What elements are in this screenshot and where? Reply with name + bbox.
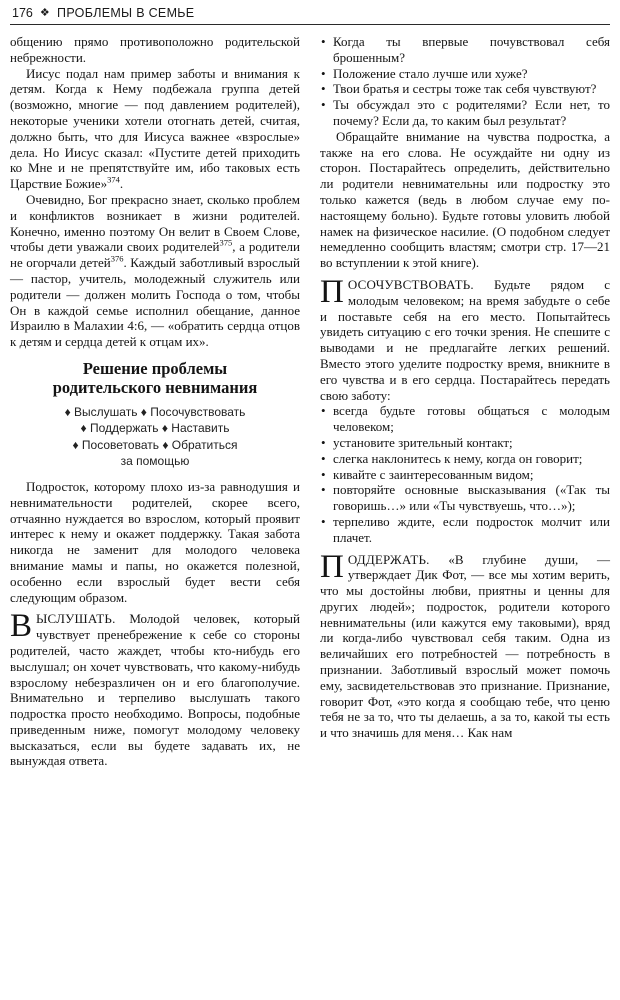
care-item: • кивайте с заинтересованным видом; bbox=[320, 467, 610, 483]
steps-summary-line: ♦ Поддержать ♦ Наставить bbox=[80, 421, 230, 436]
paragraph-text: Очевидно, Бог прекрасно знает, сколько проблем и конфликтов возникает в жизни родителей. Конечно, именно поэтому Он велит в Своем Слове, чтобы дети уважали своих родителей bbox=[10, 191, 300, 255]
steps-summary-line: ♦ Посоветовать ♦ Обратиться bbox=[72, 437, 238, 452]
footnote-ref-376: 376 bbox=[110, 253, 124, 264]
section-heading-line: Решение проблемы bbox=[82, 358, 228, 378]
drop-cap: В bbox=[10, 608, 33, 645]
diamond-icon: ❖ bbox=[39, 6, 51, 19]
care-list bbox=[320, 403, 610, 545]
paragraph-continuation: общению прямо противоположно родительской небрежности. bbox=[10, 34, 300, 65]
question-item: • Когда ты впервые почувствовал себя брошенным? bbox=[320, 34, 610, 66]
footnote-ref-375: 375 bbox=[219, 238, 233, 249]
paragraph-text: Иисус подал нам пример заботы и внимания к детям. Когда к Нему подбежала группа детей (возможно, многие — под давлением родителей), некоторые ученики хотели отогнать детей, считая, должно быть, что для Иисуса важнее «взрослые» дела. Но Иисус сказал: «Пустите детей приходить ко Мне и не препятствуйте им, ибо таковых есть Царствие Божие» bbox=[10, 65, 300, 192]
page-number: 176 bbox=[12, 6, 33, 20]
steps-summary-line: за помощью bbox=[120, 454, 190, 469]
paragraph-text: «В глубине души, — утверждает Дик Фот, — все мы хотим верить, что мы достойны любви, приятны и ценны для других людей»; подросток, родители которого невнимательны (или кажутся ему таковыми), вряд ли когда-либо чувствовал себя таким. Одна из величайших его потребностей — потребность в признании. Заботливый взрослый может помочь ему, засвидетельствовав это признание. Признание, говорит Фот, «это когда я сообщаю тебе, что ценю тебя не за то, что ты делаешь, а за то, какой ты есть и что значишь для меня… Как нам bbox=[320, 551, 610, 741]
paragraph-pay-attention: Обращайте внимание на чувства подростка, а также на его слова. Не осуждайте ни одну из сторон. Постарайтесь определить, действительно ли родители невнимательны или подростку это только кажется (ведь в любом случае ему по-настоящему больно). Будьте готовы уловить любой намек на физическое насилие. (О подобном следует немедленно сообщить властям; смотри стр. 17—21 во вступлении к этой книге). bbox=[320, 128, 610, 271]
care-item: • слегка наклонитесь к нему, когда он говорит; bbox=[320, 451, 610, 467]
question-list bbox=[320, 34, 610, 129]
paragraph-jesus-example bbox=[10, 66, 300, 192]
paragraph-support-section bbox=[320, 548, 610, 742]
steps-summary-list bbox=[10, 404, 300, 470]
care-item: • всегда будьте готовы общаться с молодым человеком; bbox=[320, 403, 610, 435]
paragraph-text: Будьте рядом с молодым человеком; на время забудьте о себе и поставьте себя на его место. Попытайтесь увидеть ситуацию с его точки зрения. Не спешите с выводами и не предлагайте легких решений. Вместо этого уделите подростку время, вникните в его чувства и в его сердца. Постарайтесь передать свою заботу: bbox=[320, 276, 610, 403]
left-column bbox=[10, 34, 300, 769]
section-heading bbox=[10, 359, 300, 397]
chapter-title: ПРОБЛЕМЫ В СЕМЬЕ bbox=[57, 6, 195, 20]
care-item: • установите зрительный контакт; bbox=[320, 435, 610, 451]
paragraph-text: . bbox=[119, 176, 124, 192]
header-rule bbox=[10, 24, 610, 25]
keyword-support: ОДДЕРЖАТЬ. bbox=[347, 551, 430, 567]
keyword-empathize: ОСОЧУВСТВОВАТЬ. bbox=[347, 276, 474, 292]
paragraph-text: , а родители не огорчали детей bbox=[10, 239, 300, 271]
paragraph-empathize-section bbox=[320, 273, 610, 403]
paragraph-teen-needs: Подросток, которому плохо из-за равнодушия и невнимательности родителей, скорее всего, отчаянно нуждается во взрослом, который проявит интерес к нему и окажет поддержку. Такая забота никогда не заменит для молодого человека внимание мамы и папы, но окажется полезной, особенно если взрослый будет вести себя следующим образом. bbox=[10, 478, 300, 605]
drop-cap: П bbox=[320, 273, 344, 310]
footnote-ref-374: 374 bbox=[107, 174, 120, 185]
paragraph-text: Молодой человек, который чувствует пренебрежение к себе со стороны родителей, часто жаждет, чтобы кто-нибудь его выслушал; он хочет чувствовать, что какому-нибудь взрослому небезразличен он и его благополучие. Внимательно и терпеливо выслушать такого подростка просто необходимо. Вопросы, подобные приведенным ниже, помогут молодому человеку высказаться, если вы будете задавать их, не вынуждая ответа. bbox=[10, 611, 300, 769]
question-item: • Положение стало лучше или хуже? bbox=[320, 66, 610, 82]
paragraph-god-knows bbox=[10, 192, 300, 350]
keyword-listen: ЫСЛУШАТЬ. bbox=[36, 611, 116, 627]
section-heading-line: родительского невнимания bbox=[52, 377, 258, 397]
text-columns bbox=[10, 34, 610, 769]
paragraph-text: . Каждый заботливый взрослый — пастор, учитель, молодежный служитель или родители — должен молить Господа о том, чтобы Он в каждой семье исполнил обещание, данное Израилю в Малахии 4:6, — «обратить сердца отцов к детям и сердца детей к отцам их». bbox=[10, 255, 300, 350]
steps-summary-line: ♦ Выслушать ♦ Посочувствовать bbox=[64, 404, 246, 419]
care-item: • повторяйте основные высказывания («Так ты говоришь…» или «Ты чувствуешь, что…»); bbox=[320, 482, 610, 514]
right-column bbox=[320, 34, 610, 769]
paragraph-listen-section bbox=[10, 608, 300, 769]
page-header bbox=[10, 6, 610, 20]
drop-cap: П bbox=[320, 548, 344, 585]
question-item: • Ты обсуждал это с родителями? Если нет, то почему? Если да, то каким был результат? bbox=[320, 97, 610, 129]
care-item: • терпеливо ждите, если подросток молчит или плачет. bbox=[320, 514, 610, 546]
question-item: • Твои братья и сестры тоже так себя чувствуют? bbox=[320, 81, 610, 97]
